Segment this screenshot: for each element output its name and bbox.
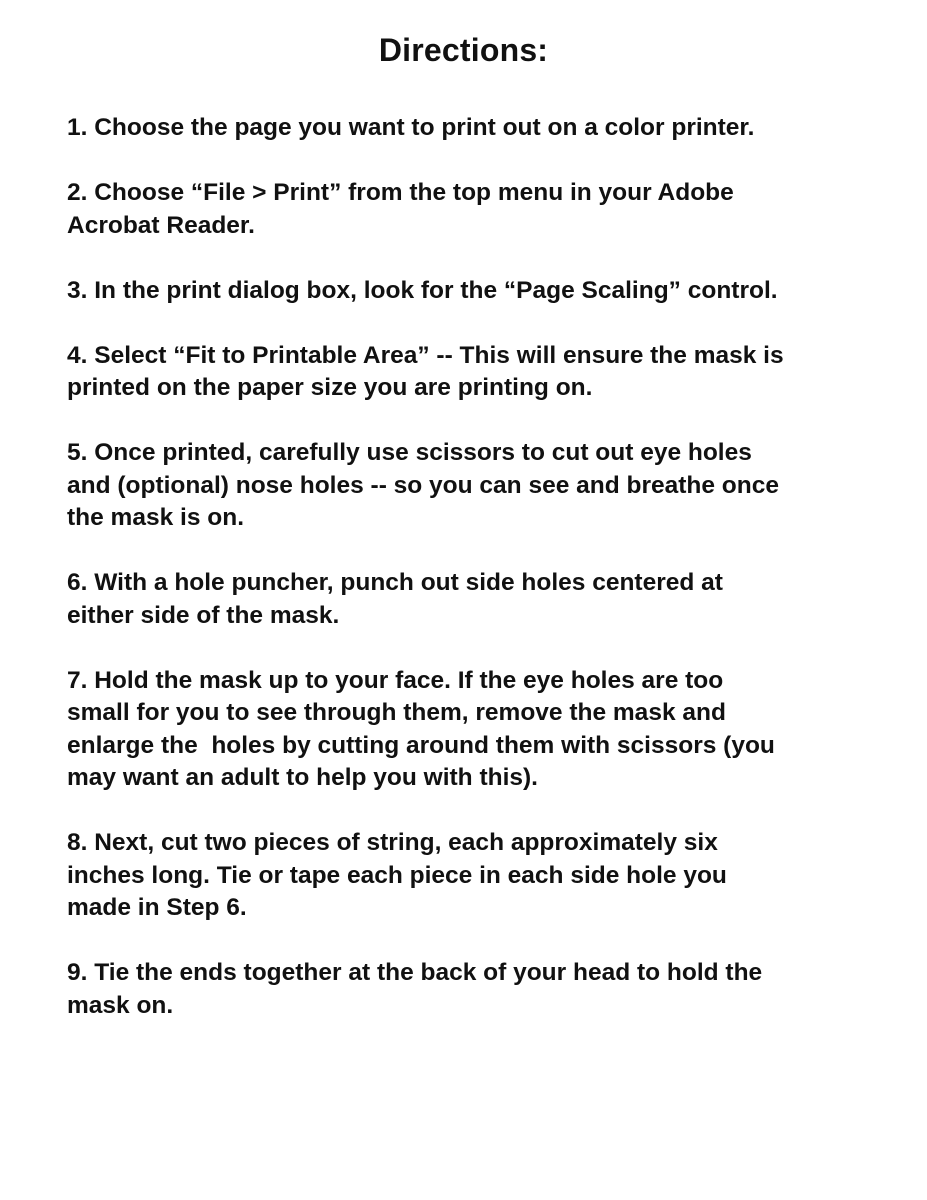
directions-list bbox=[67, 112, 887, 1055]
step-6: 6. With a hole puncher, punch out side holes centered at either side of the mask. bbox=[67, 569, 723, 629]
step-5: 5. Once printed, carefully use scissors to cut out eye holes and (optional) nose holes -- so you can see and breathe once the mask is on. bbox=[67, 439, 779, 531]
page-title: Directions: bbox=[378, 32, 549, 68]
step-1: 1. Choose the page you want to print out on a color printer. bbox=[67, 114, 755, 141]
step-4: 4. Select “Fit to Printable Area” -- This will ensure the mask is printed on the paper size you are printing on. bbox=[67, 341, 784, 401]
step-2: 2. Choose “File > Print” from the top menu in your Adobe Acrobat Reader. bbox=[67, 179, 734, 239]
step-3: 3. In the print dialog box, look for the “Page Scaling” control. bbox=[67, 276, 778, 304]
step-8: 8. Next, cut two pieces of string, each approximately six inches long. Tie or tape each piece in each side hole you made in Step 6. bbox=[67, 829, 727, 921]
step-7: 7. Hold the mask up to your face. If the eye holes are too small for you to see through them, remove the mask and enlarge the holes by cutting around them with scissors (you may want an adult to help you with this). bbox=[67, 666, 775, 791]
step-9: 9. Tie the ends together at the back of your head to hold the mask on. bbox=[67, 959, 763, 1019]
